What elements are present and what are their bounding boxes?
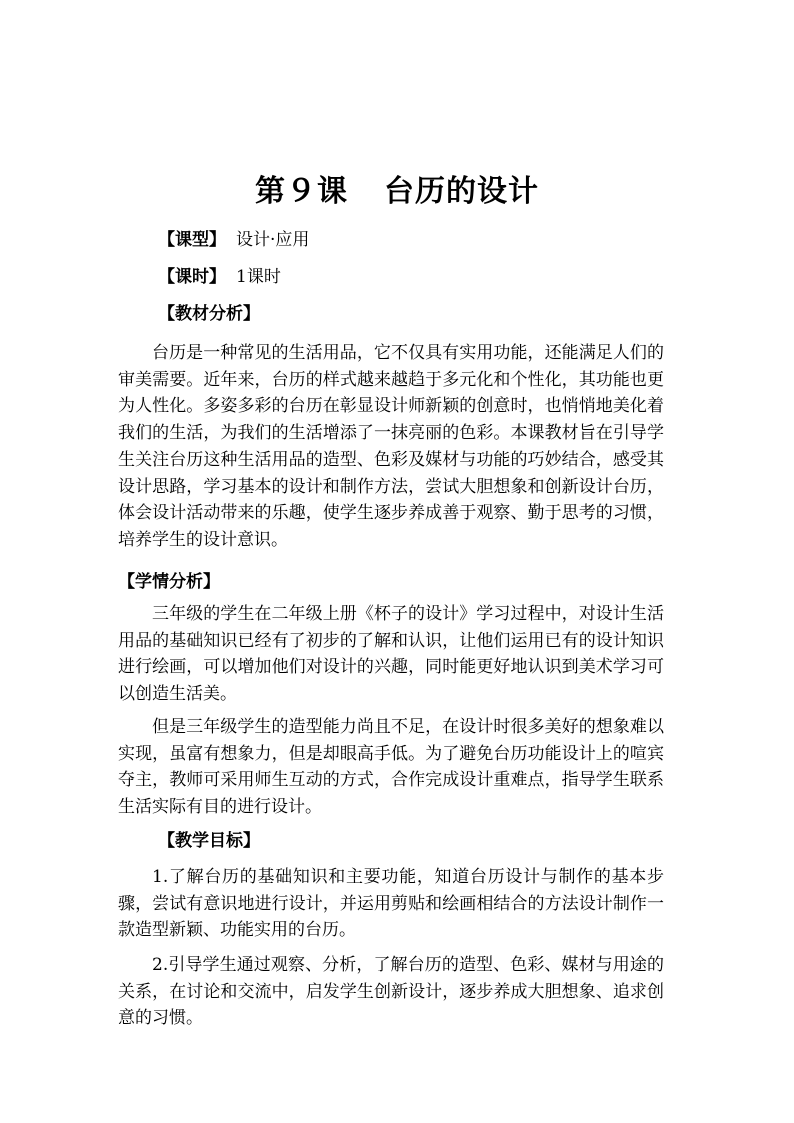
- teaching-goal-1: 1.了解台历的基础知识和主要功能，知道台历设计与制作的基本步骤，尝试有意识地进行设计，并运用剪贴和绘画相结合的方法设计制作一款造型新颖、功能实用的台历。: [118, 867, 664, 941]
- teaching-goals-heading: 【教学目标】: [158, 831, 260, 851]
- student-analysis-paragraph-1: 三年级的学生在二年级上册《杯子的设计》学习过程中，对设计生活用品的基础知识已经有了初步的了解和认识，让他们运用已有的设计知识进行绘画，可以增加他们对设计的兴趣，同时能更好地认识到美术学习可以创造生活美。: [118, 604, 664, 705]
- lesson-type-value: 设计·应用: [236, 230, 310, 250]
- lesson-type-line: [158, 227, 309, 253]
- lesson-number: 第９课: [255, 174, 348, 209]
- teaching-goal-2: 2.引导学生通过观察、分析，了解台历的造型、色彩、媒材与用途的关系，在讨论和交流中，启发学生创新设计，逐步养成大胆想象、追求创意的习惯。: [118, 955, 664, 1029]
- lesson-hours-value: 1课时: [236, 267, 281, 287]
- student-analysis-paragraph-2: 但是三年级学生的造型能力尚且不足，在设计时很多美好的想象难以实现，虽富有想象力，但是却眼高手低。为了避免台历功能设计上的喧宾夺主，教师可采用师生互动的方式，合作完成设计重难点，指导学生联系生活实际有目的进行设计。: [118, 717, 664, 818]
- lesson-title: 台历的设计: [384, 174, 539, 209]
- lesson-type-label: 【课型】: [158, 230, 226, 250]
- page-title: [0, 170, 794, 214]
- lesson-hours-line: [158, 264, 281, 290]
- student-analysis-heading: 【学情分析】: [118, 572, 220, 592]
- lesson-hours-label: 【课时】: [158, 267, 226, 287]
- material-analysis-heading: 【教材分析】: [158, 304, 260, 324]
- material-analysis-paragraph: 台历是一种常见的生活用品，它不仅具有实用功能，还能满足人们的审美需要。近年来，台历的样式越来越趋于多元化和个性化，其功能也更为人性化。多姿多彩的台历在彰显设计师新颖的创意时，也悄悄地美化着我们的生活，为我们的生活增添了一抹亮丽的色彩。本课教材旨在引导学生关注台历这种生活用品的造型、色彩及媒材与功能的巧妙结合，感受其设计思路，学习基本的设计和制作方法，尝试大胆想象和创新设计台历，体会设计活动带来的乐趣，使学生逐步养成善于观察、勤于思考的习惯，培养学生的设计意识。: [118, 343, 664, 550]
